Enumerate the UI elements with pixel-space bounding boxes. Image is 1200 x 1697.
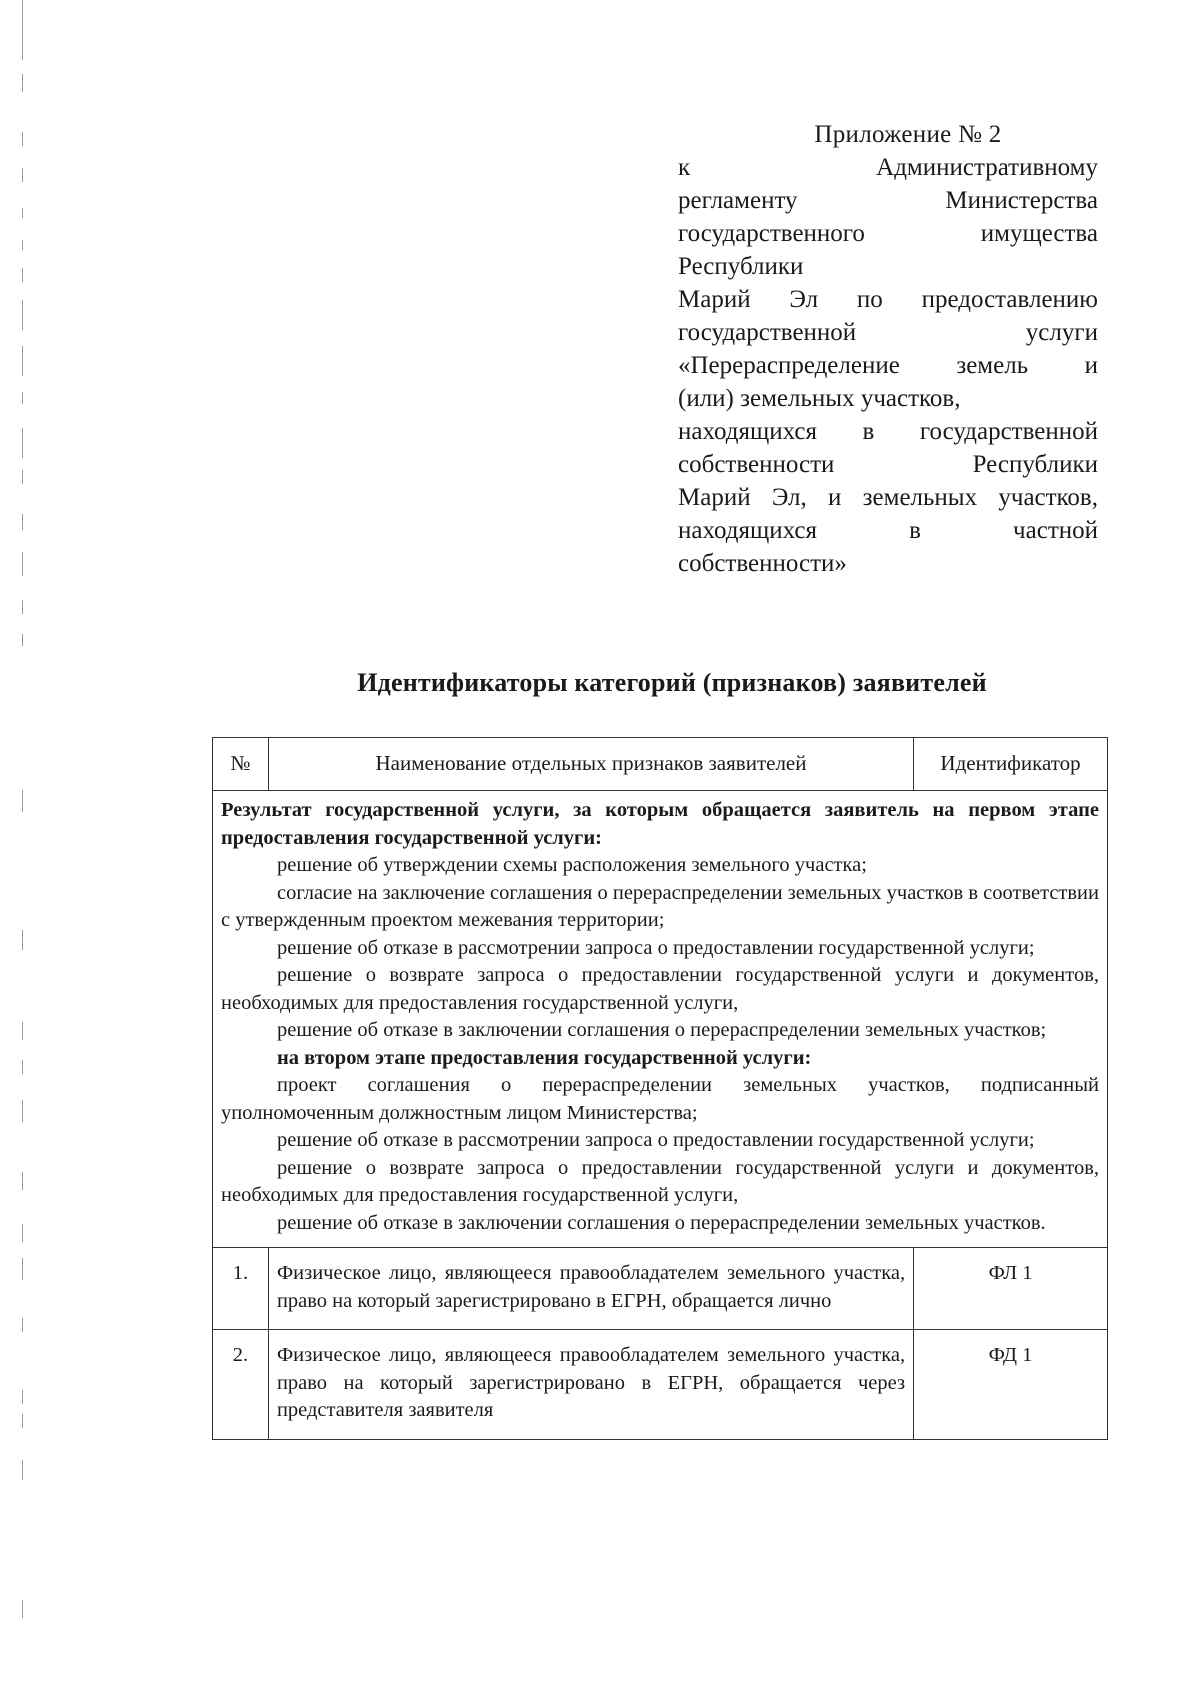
annex-line: Марий Эл, и земельных участков, <box>678 484 1098 511</box>
identifiers-table <box>212 737 1108 1440</box>
annex-header <box>678 118 1098 580</box>
table-header-row <box>213 738 1108 791</box>
header-identifier: Идентификатор <box>914 738 1108 791</box>
annex-line: Марий Эл по предоставлению <box>678 286 1098 313</box>
result-item: проект соглашения о перераспределении земельных участков, подписанный уполномоченным должностным лицом Министерства; <box>221 1074 1099 1124</box>
row-identifier: ФД 1 <box>914 1330 1108 1440</box>
annex-line: находящихся в государственной <box>678 418 1098 445</box>
table-row <box>213 1248 1108 1330</box>
header-number: № <box>213 738 269 791</box>
row-number: 2. <box>213 1330 269 1440</box>
header-name: Наименование отдельных признаков заявителей <box>268 738 913 791</box>
row-identifier: ФЛ 1 <box>914 1248 1108 1330</box>
annex-line: регламенту Министерства <box>678 187 1098 214</box>
annex-heading: Приложение № 2 <box>814 121 1002 148</box>
annex-line: Республики <box>678 253 804 280</box>
result-row <box>213 791 1108 1248</box>
annex-line: «Перераспределение земель и <box>678 352 1098 379</box>
stage2-heading: на втором этапе предоставления государственной услуги: <box>277 1046 812 1069</box>
result-cell <box>213 791 1108 1248</box>
result-item: согласие на заключение соглашения о перераспределении земельных участков в соответствии с утвержденным проектом межевания территории; <box>221 881 1099 931</box>
row-name: Физическое лицо, являющееся правообладателем земельного участка, право на который зарегистрировано в ЕГРН, обращается через представителя заявителя <box>268 1330 913 1440</box>
annex-line: к Административному <box>678 154 1098 181</box>
row-number: 1. <box>213 1248 269 1330</box>
result-item: решение об отказе в заключении соглашения о перераспределении земельных участков; <box>277 1019 1047 1041</box>
table-row <box>213 1330 1108 1440</box>
document-title: Идентификаторы категорий (признаков) заявителей <box>357 668 987 697</box>
annex-line: (или) земельных участков, <box>678 385 961 412</box>
scan-edge-marks <box>22 0 25 1697</box>
row-name: Физическое лицо, являющееся правообладателем земельного участка, право на который зарегистрировано в ЕГРН, обращается лично <box>268 1248 913 1330</box>
annex-line: собственности Республики <box>678 451 1098 478</box>
annex-line: находящихся в частной <box>678 517 1098 544</box>
result-item: решение об отказе в рассмотрении запроса о предоставлении государственной услуги; <box>277 1129 1035 1151</box>
result-item: решение об утверждении схемы расположения земельного участка; <box>277 854 867 876</box>
result-item: решение о возврате запроса о предоставлении государственной услуги и документов, необходимых для предоставления государственной услуги, <box>221 964 1099 1014</box>
annex-line: государственной услуги <box>678 319 1098 346</box>
result-item: решение о возврате запроса о предоставлении государственной услуги и документов, необходимых для предоставления государственной услуги, <box>221 1156 1099 1206</box>
result-item: решение об отказе в рассмотрении запроса о предоставлении государственной услуги; <box>277 936 1035 959</box>
annex-line: собственности» <box>678 550 847 577</box>
result-item: решение об отказе в заключении соглашения о перераспределении земельных участков. <box>277 1211 1046 1234</box>
result-lead: Результат государственной услуги, за которым обращается заявитель на первом этапе предоставления государственной услуги: <box>221 799 1099 849</box>
annex-line: государственного имущества <box>678 220 1098 247</box>
